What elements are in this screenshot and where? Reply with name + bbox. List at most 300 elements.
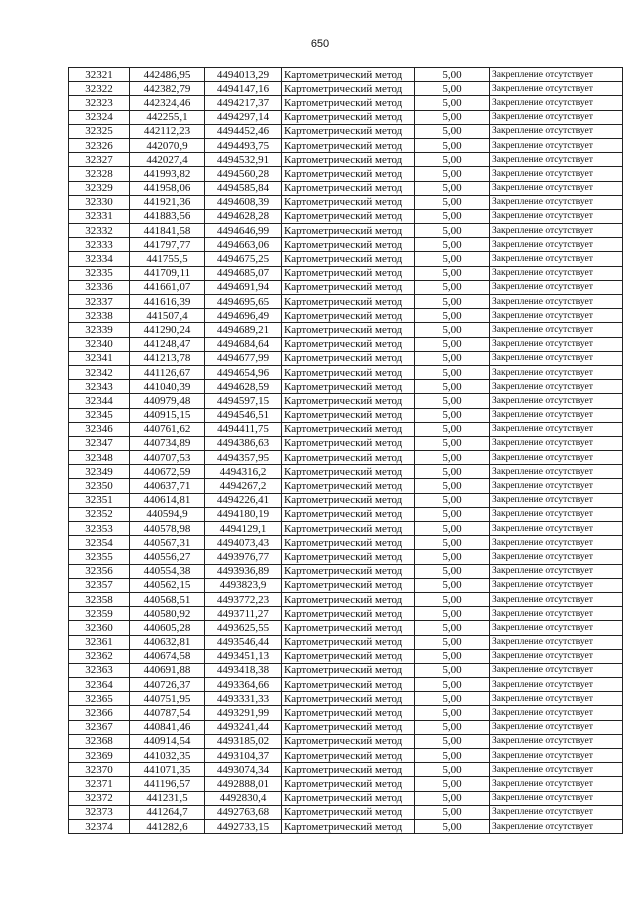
y-coordinate-cell: 4494675,25 <box>205 252 282 266</box>
table-row <box>69 507 623 521</box>
fixing-status-cell: Закрепление отсутствует <box>490 351 623 365</box>
method-cell: Картометрический метод <box>282 763 415 777</box>
y-coordinate-cell: 4494628,28 <box>205 209 282 223</box>
method-cell: Картометрический метод <box>282 607 415 621</box>
point-number-cell: 32364 <box>69 678 130 692</box>
method-cell: Картометрический метод <box>282 408 415 422</box>
y-coordinate-cell: 4493976,77 <box>205 550 282 564</box>
fixing-status-cell: Закрепление отсутствует <box>490 536 623 550</box>
point-number-cell: 32359 <box>69 607 130 621</box>
table-row <box>69 749 623 763</box>
point-number-cell: 32349 <box>69 465 130 479</box>
accuracy-cell: 5,00 <box>415 422 490 436</box>
fixing-status-cell: Закрепление отсутствует <box>490 706 623 720</box>
method-cell: Картометрический метод <box>282 536 415 550</box>
method-cell: Картометрический метод <box>282 436 415 450</box>
table-row <box>69 663 623 677</box>
y-coordinate-cell: 4493823,9 <box>205 578 282 592</box>
fixing-status-cell: Закрепление отсутствует <box>490 805 623 819</box>
y-coordinate-cell: 4494013,29 <box>205 68 282 82</box>
method-cell: Картометрический метод <box>282 181 415 195</box>
accuracy-cell: 5,00 <box>415 309 490 323</box>
method-cell: Картометрический метод <box>282 96 415 110</box>
x-coordinate-cell: 440707,53 <box>130 451 205 465</box>
fixing-status-cell: Закрепление отсутствует <box>490 791 623 805</box>
accuracy-cell: 5,00 <box>415 82 490 96</box>
method-cell: Картометрический метод <box>282 280 415 294</box>
accuracy-cell: 5,00 <box>415 68 490 82</box>
x-coordinate-cell: 440672,59 <box>130 465 205 479</box>
method-cell: Картометрический метод <box>282 777 415 791</box>
fixing-status-cell: Закрепление отсутствует <box>490 238 623 252</box>
point-number-cell: 32360 <box>69 621 130 635</box>
point-number-cell: 32371 <box>69 777 130 791</box>
accuracy-cell: 5,00 <box>415 819 490 833</box>
fixing-status-cell: Закрепление отсутствует <box>490 550 623 564</box>
accuracy-cell: 5,00 <box>415 224 490 238</box>
table-body <box>69 68 623 834</box>
accuracy-cell: 5,00 <box>415 110 490 124</box>
fixing-status-cell: Закрепление отсутствует <box>490 408 623 422</box>
x-coordinate-cell: 441755,5 <box>130 252 205 266</box>
point-number-cell: 32356 <box>69 564 130 578</box>
method-cell: Картометрический метод <box>282 167 415 181</box>
fixing-status-cell: Закрепление отсутствует <box>490 749 623 763</box>
x-coordinate-cell: 441231,5 <box>130 791 205 805</box>
fixing-status-cell: Закрепление отсутствует <box>490 138 623 152</box>
method-cell: Картометрический метод <box>282 522 415 536</box>
fixing-status-cell: Закрепление отсутствует <box>490 309 623 323</box>
x-coordinate-cell: 440691,88 <box>130 663 205 677</box>
accuracy-cell: 5,00 <box>415 692 490 706</box>
fixing-status-cell: Закрепление отсутствует <box>490 649 623 663</box>
x-coordinate-cell: 440567,31 <box>130 536 205 550</box>
method-cell: Картометрический метод <box>282 295 415 309</box>
table-row <box>69 550 623 564</box>
fixing-status-cell: Закрепление отсутствует <box>490 777 623 791</box>
fixing-status-cell: Закрепление отсутствует <box>490 592 623 606</box>
fixing-status-cell: Закрепление отсутствует <box>490 380 623 394</box>
y-coordinate-cell: 4493772,23 <box>205 592 282 606</box>
accuracy-cell: 5,00 <box>415 337 490 351</box>
y-coordinate-cell: 4494386,63 <box>205 436 282 450</box>
x-coordinate-cell: 441841,58 <box>130 224 205 238</box>
y-coordinate-cell: 4494217,37 <box>205 96 282 110</box>
x-coordinate-cell: 440841,46 <box>130 720 205 734</box>
method-cell: Картометрический метод <box>282 323 415 337</box>
y-coordinate-cell: 4493451,13 <box>205 649 282 663</box>
point-number-cell: 32338 <box>69 309 130 323</box>
x-coordinate-cell: 440734,89 <box>130 436 205 450</box>
method-cell: Картометрический метод <box>282 749 415 763</box>
table-row <box>69 791 623 805</box>
page-number: 650 <box>310 38 330 50</box>
fixing-status-cell: Закрепление отсутствует <box>490 678 623 692</box>
y-coordinate-cell: 4493104,37 <box>205 749 282 763</box>
x-coordinate-cell: 441921,36 <box>130 195 205 209</box>
table-row <box>69 692 623 706</box>
x-coordinate-cell: 441213,78 <box>130 351 205 365</box>
y-coordinate-cell: 4494689,21 <box>205 323 282 337</box>
y-coordinate-cell: 4494226,41 <box>205 493 282 507</box>
x-coordinate-cell: 442486,95 <box>130 68 205 82</box>
x-coordinate-cell: 440915,15 <box>130 408 205 422</box>
point-number-cell: 32374 <box>69 819 130 833</box>
fixing-status-cell: Закрепление отсутствует <box>490 209 623 223</box>
fixing-status-cell: Закрепление отсутствует <box>490 252 623 266</box>
method-cell: Картометрический метод <box>282 578 415 592</box>
x-coordinate-cell: 440568,51 <box>130 592 205 606</box>
fixing-status-cell: Закрепление отсутствует <box>490 607 623 621</box>
fixing-status-cell: Закрепление отсутствует <box>490 451 623 465</box>
method-cell: Картометрический метод <box>282 153 415 167</box>
method-cell: Картометрический метод <box>282 252 415 266</box>
method-cell: Картометрический метод <box>282 351 415 365</box>
accuracy-cell: 5,00 <box>415 451 490 465</box>
method-cell: Картометрический метод <box>282 621 415 635</box>
table-row <box>69 819 623 833</box>
point-number-cell: 32347 <box>69 436 130 450</box>
fixing-status-cell: Закрепление отсутствует <box>490 734 623 748</box>
table-row <box>69 224 623 238</box>
method-cell: Картометрический метод <box>282 663 415 677</box>
x-coordinate-cell: 441196,57 <box>130 777 205 791</box>
fixing-status-cell: Закрепление отсутствует <box>490 422 623 436</box>
y-coordinate-cell: 4492763,68 <box>205 805 282 819</box>
method-cell: Картометрический метод <box>282 465 415 479</box>
table-row <box>69 451 623 465</box>
accuracy-cell: 5,00 <box>415 663 490 677</box>
x-coordinate-cell: 441248,47 <box>130 337 205 351</box>
table-row <box>69 607 623 621</box>
point-number-cell: 32331 <box>69 209 130 223</box>
method-cell: Картометрический метод <box>282 550 415 564</box>
point-number-cell: 32350 <box>69 479 130 493</box>
y-coordinate-cell: 4494685,07 <box>205 266 282 280</box>
table-row <box>69 763 623 777</box>
fixing-status-cell: Закрепление отсутствует <box>490 522 623 536</box>
x-coordinate-cell: 440605,28 <box>130 621 205 635</box>
method-cell: Картометрический метод <box>282 678 415 692</box>
y-coordinate-cell: 4493185,02 <box>205 734 282 748</box>
fixing-status-cell: Закрепление отсутствует <box>490 323 623 337</box>
accuracy-cell: 5,00 <box>415 167 490 181</box>
accuracy-cell: 5,00 <box>415 266 490 280</box>
fixing-status-cell: Закрепление отсутствует <box>490 68 623 82</box>
fixing-status-cell: Закрепление отсутствует <box>490 663 623 677</box>
table-row <box>69 777 623 791</box>
table-row <box>69 153 623 167</box>
y-coordinate-cell: 4493711,27 <box>205 607 282 621</box>
method-cell: Картометрический метод <box>282 394 415 408</box>
y-coordinate-cell: 4494684,64 <box>205 337 282 351</box>
method-cell: Картометрический метод <box>282 266 415 280</box>
table-row <box>69 280 623 294</box>
y-coordinate-cell: 4494357,95 <box>205 451 282 465</box>
method-cell: Картометрический метод <box>282 592 415 606</box>
x-coordinate-cell: 440632,81 <box>130 635 205 649</box>
point-number-cell: 32336 <box>69 280 130 294</box>
table-row <box>69 564 623 578</box>
accuracy-cell: 5,00 <box>415 479 490 493</box>
x-coordinate-cell: 441616,39 <box>130 295 205 309</box>
method-cell: Картометрический метод <box>282 451 415 465</box>
method-cell: Картометрический метод <box>282 138 415 152</box>
table-row <box>69 110 623 124</box>
point-number-cell: 32330 <box>69 195 130 209</box>
table-row <box>69 522 623 536</box>
method-cell: Картометрический метод <box>282 507 415 521</box>
method-cell: Картометрический метод <box>282 309 415 323</box>
accuracy-cell: 5,00 <box>415 550 490 564</box>
x-coordinate-cell: 441993,82 <box>130 167 205 181</box>
table-row <box>69 621 623 635</box>
point-number-cell: 32361 <box>69 635 130 649</box>
y-coordinate-cell: 4492733,15 <box>205 819 282 833</box>
y-coordinate-cell: 4494691,94 <box>205 280 282 294</box>
table-row <box>69 295 623 309</box>
accuracy-cell: 5,00 <box>415 153 490 167</box>
point-number-cell: 32367 <box>69 720 130 734</box>
accuracy-cell: 5,00 <box>415 351 490 365</box>
y-coordinate-cell: 4493546,44 <box>205 635 282 649</box>
method-cell: Картометрический метод <box>282 124 415 138</box>
y-coordinate-cell: 4492888,01 <box>205 777 282 791</box>
x-coordinate-cell: 442070,9 <box>130 138 205 152</box>
point-number-cell: 32369 <box>69 749 130 763</box>
accuracy-cell: 5,00 <box>415 777 490 791</box>
point-number-cell: 32342 <box>69 365 130 379</box>
y-coordinate-cell: 4494585,84 <box>205 181 282 195</box>
fixing-status-cell: Закрепление отсутствует <box>490 124 623 138</box>
table-row <box>69 436 623 450</box>
accuracy-cell: 5,00 <box>415 465 490 479</box>
method-cell: Картометрический метод <box>282 365 415 379</box>
fixing-status-cell: Закрепление отсутствует <box>490 96 623 110</box>
point-number-cell: 32354 <box>69 536 130 550</box>
point-number-cell: 32341 <box>69 351 130 365</box>
y-coordinate-cell: 4494267,2 <box>205 479 282 493</box>
fixing-status-cell: Закрепление отсутствует <box>490 195 623 209</box>
x-coordinate-cell: 440562,15 <box>130 578 205 592</box>
x-coordinate-cell: 441264,7 <box>130 805 205 819</box>
method-cell: Картометрический метод <box>282 692 415 706</box>
point-number-cell: 32335 <box>69 266 130 280</box>
x-coordinate-cell: 440556,27 <box>130 550 205 564</box>
table-row <box>69 238 623 252</box>
y-coordinate-cell: 4494608,39 <box>205 195 282 209</box>
accuracy-cell: 5,00 <box>415 720 490 734</box>
method-cell: Картометрический метод <box>282 380 415 394</box>
y-coordinate-cell: 4492830,4 <box>205 791 282 805</box>
fixing-status-cell: Закрепление отсутствует <box>490 479 623 493</box>
table-row <box>69 337 623 351</box>
y-coordinate-cell: 4494180,19 <box>205 507 282 521</box>
fixing-status-cell: Закрепление отсутствует <box>490 436 623 450</box>
fixing-status-cell: Закрепление отсутствует <box>490 763 623 777</box>
x-coordinate-cell: 441507,4 <box>130 309 205 323</box>
accuracy-cell: 5,00 <box>415 124 490 138</box>
method-cell: Картометрический метод <box>282 110 415 124</box>
accuracy-cell: 5,00 <box>415 522 490 536</box>
method-cell: Картометрический метод <box>282 493 415 507</box>
accuracy-cell: 5,00 <box>415 323 490 337</box>
point-number-cell: 32325 <box>69 124 130 138</box>
y-coordinate-cell: 4494452,46 <box>205 124 282 138</box>
y-coordinate-cell: 4494147,16 <box>205 82 282 96</box>
accuracy-cell: 5,00 <box>415 507 490 521</box>
y-coordinate-cell: 4493331,33 <box>205 692 282 706</box>
point-number-cell: 32355 <box>69 550 130 564</box>
y-coordinate-cell: 4493291,99 <box>205 706 282 720</box>
accuracy-cell: 5,00 <box>415 181 490 195</box>
method-cell: Картометрический метод <box>282 805 415 819</box>
method-cell: Картометрический метод <box>282 337 415 351</box>
table-row <box>69 706 623 720</box>
point-number-cell: 32366 <box>69 706 130 720</box>
point-number-cell: 32343 <box>69 380 130 394</box>
y-coordinate-cell: 4493241,44 <box>205 720 282 734</box>
point-number-cell: 32353 <box>69 522 130 536</box>
table-row <box>69 82 623 96</box>
point-number-cell: 32362 <box>69 649 130 663</box>
fixing-status-cell: Закрепление отсутствует <box>490 578 623 592</box>
accuracy-cell: 5,00 <box>415 805 490 819</box>
y-coordinate-cell: 4494695,65 <box>205 295 282 309</box>
method-cell: Картометрический метод <box>282 706 415 720</box>
x-coordinate-cell: 440580,92 <box>130 607 205 621</box>
table-row <box>69 195 623 209</box>
method-cell: Картометрический метод <box>282 238 415 252</box>
method-cell: Картометрический метод <box>282 195 415 209</box>
x-coordinate-cell: 441797,77 <box>130 238 205 252</box>
x-coordinate-cell: 441071,35 <box>130 763 205 777</box>
y-coordinate-cell: 4494654,96 <box>205 365 282 379</box>
fixing-status-cell: Закрепление отсутствует <box>490 295 623 309</box>
accuracy-cell: 5,00 <box>415 280 490 294</box>
table-row <box>69 68 623 82</box>
table-row <box>69 394 623 408</box>
y-coordinate-cell: 4494316,2 <box>205 465 282 479</box>
point-number-cell: 32373 <box>69 805 130 819</box>
point-number-cell: 32328 <box>69 167 130 181</box>
table-row <box>69 734 623 748</box>
point-number-cell: 32337 <box>69 295 130 309</box>
table-row <box>69 578 623 592</box>
accuracy-cell: 5,00 <box>415 209 490 223</box>
y-coordinate-cell: 4494073,43 <box>205 536 282 550</box>
accuracy-cell: 5,00 <box>415 763 490 777</box>
table-row <box>69 309 623 323</box>
x-coordinate-cell: 440594,9 <box>130 507 205 521</box>
accuracy-cell: 5,00 <box>415 238 490 252</box>
x-coordinate-cell: 440614,81 <box>130 493 205 507</box>
x-coordinate-cell: 440787,54 <box>130 706 205 720</box>
point-number-cell: 32321 <box>69 68 130 82</box>
accuracy-cell: 5,00 <box>415 791 490 805</box>
point-number-cell: 32368 <box>69 734 130 748</box>
accuracy-cell: 5,00 <box>415 621 490 635</box>
table-row <box>69 351 623 365</box>
accuracy-cell: 5,00 <box>415 252 490 266</box>
table-row <box>69 805 623 819</box>
accuracy-cell: 5,00 <box>415 365 490 379</box>
table-row <box>69 365 623 379</box>
coordinates-table <box>68 67 623 834</box>
x-coordinate-cell: 442027,4 <box>130 153 205 167</box>
y-coordinate-cell: 4494493,75 <box>205 138 282 152</box>
fixing-status-cell: Закрепление отсутствует <box>490 110 623 124</box>
y-coordinate-cell: 4494677,99 <box>205 351 282 365</box>
point-number-cell: 32326 <box>69 138 130 152</box>
fixing-status-cell: Закрепление отсутствует <box>490 635 623 649</box>
accuracy-cell: 5,00 <box>415 578 490 592</box>
x-coordinate-cell: 440554,38 <box>130 564 205 578</box>
fixing-status-cell: Закрепление отсутствует <box>490 394 623 408</box>
point-number-cell: 32348 <box>69 451 130 465</box>
x-coordinate-cell: 440578,98 <box>130 522 205 536</box>
table-row <box>69 252 623 266</box>
y-coordinate-cell: 4493625,55 <box>205 621 282 635</box>
point-number-cell: 32329 <box>69 181 130 195</box>
method-cell: Картометрический метод <box>282 635 415 649</box>
point-number-cell: 32357 <box>69 578 130 592</box>
x-coordinate-cell: 441282,6 <box>130 819 205 833</box>
accuracy-cell: 5,00 <box>415 493 490 507</box>
table-row <box>69 408 623 422</box>
accuracy-cell: 5,00 <box>415 592 490 606</box>
method-cell: Картометрический метод <box>282 819 415 833</box>
accuracy-cell: 5,00 <box>415 649 490 663</box>
point-number-cell: 32334 <box>69 252 130 266</box>
table-row <box>69 124 623 138</box>
point-number-cell: 32365 <box>69 692 130 706</box>
table-row <box>69 380 623 394</box>
fixing-status-cell: Закрепление отсутствует <box>490 167 623 181</box>
accuracy-cell: 5,00 <box>415 96 490 110</box>
table-row <box>69 649 623 663</box>
table-row <box>69 678 623 692</box>
y-coordinate-cell: 4494297,14 <box>205 110 282 124</box>
method-cell: Картометрический метод <box>282 479 415 493</box>
point-number-cell: 32322 <box>69 82 130 96</box>
accuracy-cell: 5,00 <box>415 408 490 422</box>
table-row <box>69 266 623 280</box>
method-cell: Картометрический метод <box>282 422 415 436</box>
method-cell: Картометрический метод <box>282 209 415 223</box>
accuracy-cell: 5,00 <box>415 607 490 621</box>
accuracy-cell: 5,00 <box>415 749 490 763</box>
point-number-cell: 32351 <box>69 493 130 507</box>
x-coordinate-cell: 440979,48 <box>130 394 205 408</box>
point-number-cell: 32332 <box>69 224 130 238</box>
table-row <box>69 635 623 649</box>
y-coordinate-cell: 4494546,51 <box>205 408 282 422</box>
x-coordinate-cell: 440914,54 <box>130 734 205 748</box>
x-coordinate-cell: 440674,58 <box>130 649 205 663</box>
x-coordinate-cell: 442324,46 <box>130 96 205 110</box>
x-coordinate-cell: 441709,11 <box>130 266 205 280</box>
accuracy-cell: 5,00 <box>415 380 490 394</box>
table-row <box>69 720 623 734</box>
x-coordinate-cell: 442382,79 <box>130 82 205 96</box>
y-coordinate-cell: 4494646,99 <box>205 224 282 238</box>
x-coordinate-cell: 441290,24 <box>130 323 205 337</box>
point-number-cell: 32339 <box>69 323 130 337</box>
y-coordinate-cell: 4494628,59 <box>205 380 282 394</box>
point-number-cell: 32346 <box>69 422 130 436</box>
y-coordinate-cell: 4494663,06 <box>205 238 282 252</box>
